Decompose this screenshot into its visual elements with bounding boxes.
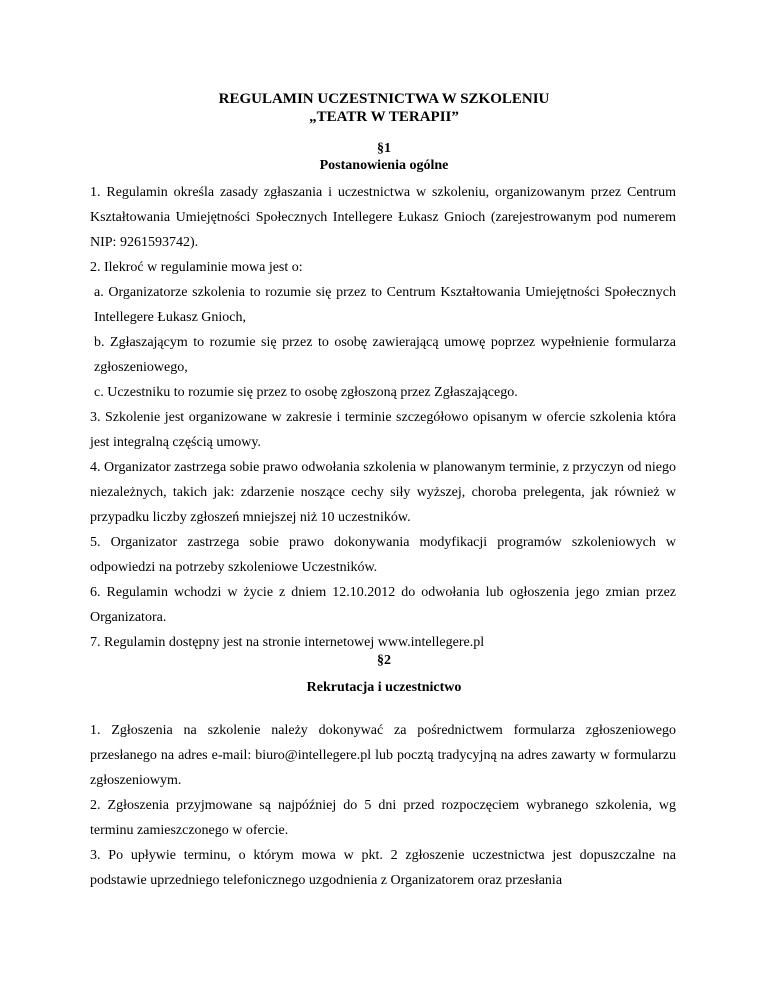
section1-paragraph-2c: c. Uczestniku to rozumie się przez to osobę zgłoszoną przez Zgłaszającego. <box>94 385 518 400</box>
section1-paragraph-4: 4. Organizator zastrzega sobie prawo odwołania szkolenia w planowanym terminie, z przyczyn od niego niezależnych, takich jak: zdarzenie noszące cechy siły wyższej, choroba prelegenta, jak również w przypadku liczby zgłoszeń mniejszej niż 10 uczestników. <box>90 460 676 525</box>
section1-paragraph-5: 5. Organizator zastrzega sobie prawo dokonywania modyfikacji programów szkoleniowych w odpowiedzi na potrzeby szkoleniowe Uczestników. <box>90 535 676 575</box>
document-title-line2: „TEATR W TERAPII” <box>309 109 459 125</box>
section1-symbol: §1 <box>377 141 391 156</box>
section1-paragraph-2a: a. Organizatorze szkolenia to rozumie się przez to Centrum Kształtowania Umiejętności Społecznych Intellegere Łukasz Gnioch, <box>94 285 676 325</box>
section2-heading: Rekrutacja i uczestnictwo <box>306 680 462 695</box>
section1-heading: Postanowienia ogólne <box>319 158 449 173</box>
section1-paragraph-2b: b. Zgłaszającym to rozumie się przez to osobę zawierającą umowę poprzez wypełnienie formularza zgłoszeniowego, <box>94 335 676 375</box>
section1-paragraph-1: 1. Regulamin określa zasady zgłaszania i uczestnictwa w szkoleniu, organizowanym przez Centrum Kształtowania Umiejętności Społecznych Intellegere Łukasz Gnioch (zarejestrowanym pod numerem NIP: 9261593742). <box>90 185 676 250</box>
section2-symbol: §2 <box>377 653 391 668</box>
section2-paragraph-3: 3. Po upływie terminu, o którym mowa w pkt. 2 zgłoszenie uczestnictwa jest dopuszczalne na podstawie uprzedniego telefonicznego uzgodnienia z Organizatorem oraz przesłania <box>90 848 676 888</box>
section1-paragraph-6: 6. Regulamin wchodzi w życie z dniem 12.10.2012 do odwołania lub ogłoszenia jego zmian przez Organizatora. <box>90 585 676 625</box>
section1-paragraph-2: 2. Ilekroć w regulaminie mowa jest o: <box>90 260 303 275</box>
section1-paragraph-3: 3. Szkolenie jest organizowane w zakresie i terminie szczegółowo opisanym w ofercie szkolenia która jest integralną częścią umowy. <box>90 410 676 450</box>
section1-body <box>90 180 676 655</box>
section2-paragraph-2: 2. Zgłoszenia przyjmowane są najpóźniej do 5 dni przed rozpoczęciem wybranego szkolenia, wg terminu zamieszczonego w ofercie. <box>90 798 676 838</box>
section2-body <box>90 718 676 893</box>
section1-paragraph-7: 7. Regulamin dostępny jest na stronie internetowej www.intellegere.pl <box>90 635 485 650</box>
document-title-line1: REGULAMIN UCZESTNICTWA W SZKOLENIU <box>218 91 550 107</box>
section2-paragraph-1: 1. Zgłoszenia na szkolenie należy dokonywać za pośrednictwem formularza zgłoszeniowego przesłanego na adres e-mail: biuro@intellegere.pl lub pocztą tradycyjną na adres zawarty w formularzu zgłoszeniowym. <box>90 723 676 788</box>
